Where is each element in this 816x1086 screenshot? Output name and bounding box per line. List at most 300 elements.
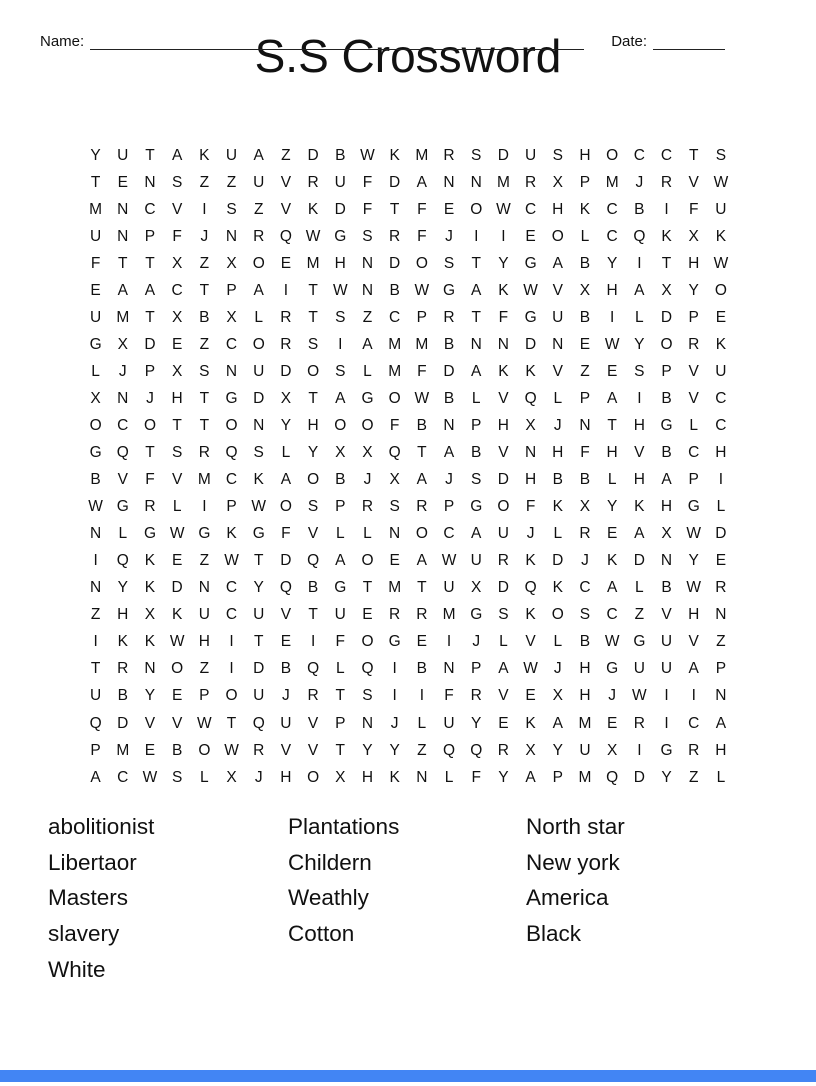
- grid-letter: M: [415, 146, 429, 164]
- grid-letter: U: [443, 579, 455, 597]
- grid-letter: N: [144, 660, 156, 678]
- grid-letter: N: [715, 606, 727, 624]
- grid-letter: Q: [279, 227, 292, 245]
- grid-letter: D: [633, 768, 645, 786]
- grid-letter: J: [445, 471, 453, 489]
- grid-letter: L: [335, 660, 345, 678]
- grid-letter: U: [497, 525, 509, 543]
- page-title: S.S Crossword: [254, 30, 562, 82]
- grid-letter: R: [688, 741, 700, 759]
- grid-letter: N: [579, 416, 591, 434]
- grid-letter: K: [525, 606, 536, 624]
- grid-letter: R: [280, 335, 292, 353]
- grid-letter: Q: [307, 660, 320, 678]
- grid-letter: C: [715, 416, 727, 434]
- grid-letter: T: [90, 660, 101, 678]
- grid-letter: I: [664, 200, 669, 218]
- grid-letter: S: [498, 606, 509, 624]
- grid-letter: W: [414, 389, 430, 407]
- grid-letter: H: [715, 444, 727, 462]
- grid-letter: N: [497, 335, 509, 353]
- word-list-item: America: [526, 885, 609, 911]
- grid-letter: A: [416, 173, 428, 191]
- grid-letter: G: [606, 660, 619, 678]
- grid-letter: M: [197, 471, 211, 489]
- grid-letter: N: [225, 362, 238, 380]
- grid-letter: V: [688, 633, 699, 651]
- grid-letter: O: [307, 471, 320, 489]
- grid-letter: X: [552, 173, 563, 191]
- grid-letter: I: [718, 471, 724, 489]
- grid-letter: C: [660, 146, 673, 164]
- grid-letter: X: [171, 308, 183, 326]
- grid-letter: E: [171, 687, 183, 705]
- grid-letter: T: [308, 281, 318, 299]
- grid-letter: S: [362, 687, 373, 705]
- grid-letter: W: [713, 254, 729, 272]
- grid-letter: Z: [199, 254, 210, 272]
- grid-letter: Y: [688, 552, 699, 570]
- grid-letter: P: [688, 471, 699, 489]
- word-list-item: New york: [526, 849, 620, 875]
- grid-letter: E: [117, 173, 128, 191]
- grid-letter: B: [443, 335, 455, 353]
- grid-letter: Q: [279, 579, 292, 597]
- grid-letter: V: [688, 389, 699, 407]
- grid-letter: I: [338, 335, 343, 353]
- grid-letter: A: [715, 714, 727, 732]
- grid-letter: U: [524, 146, 537, 164]
- word-list-item: Plantations: [288, 814, 400, 839]
- grid-letter: S: [199, 362, 210, 380]
- grid-letter: T: [90, 173, 101, 191]
- grid-letter: O: [606, 146, 619, 164]
- grid-letter: K: [389, 768, 400, 786]
- grid-letter: M: [388, 579, 402, 597]
- grid-letter: L: [444, 768, 454, 786]
- grid-letter: O: [660, 335, 673, 353]
- grid-letter: L: [716, 498, 726, 516]
- grid-letter: P: [443, 498, 455, 516]
- grid-letter: K: [661, 227, 672, 245]
- grid-letter: A: [552, 254, 563, 272]
- grid-letter: T: [471, 308, 481, 326]
- grid-letter: N: [361, 254, 374, 272]
- grid-letter: V: [552, 362, 563, 380]
- grid-letter: V: [280, 200, 292, 218]
- grid-letter: R: [416, 606, 428, 624]
- grid-letter: F: [525, 498, 536, 516]
- grid-letter: W: [523, 281, 538, 299]
- grid-letter: R: [253, 227, 265, 245]
- grid-letter: G: [443, 281, 456, 299]
- grid-letter: D: [334, 200, 346, 218]
- grid-letter: B: [634, 200, 645, 218]
- grid-letter: K: [117, 633, 128, 651]
- grid-letter: P: [471, 660, 482, 678]
- grid-letter: K: [552, 579, 563, 597]
- grid-letter: K: [579, 200, 591, 218]
- grid-letter: L: [363, 362, 372, 380]
- grid-letter: Q: [116, 444, 129, 462]
- grid-letter: T: [253, 633, 264, 651]
- grid-letter: Y: [661, 768, 672, 786]
- grid-letter: A: [335, 552, 346, 570]
- grid-letter: M: [605, 173, 619, 191]
- grid-letter: D: [497, 471, 509, 489]
- grid-letter: C: [633, 146, 645, 164]
- grid-letter: U: [715, 200, 727, 218]
- grid-letter: F: [145, 471, 155, 489]
- grid-letter: L: [335, 525, 345, 543]
- grid-letter: Q: [443, 741, 456, 759]
- grid-letter: D: [524, 335, 537, 353]
- grid-letter: L: [499, 633, 508, 651]
- grid-letter: G: [89, 335, 102, 353]
- grid-letter: C: [225, 335, 238, 353]
- grid-letter: A: [471, 362, 482, 380]
- grid-letter: N: [117, 227, 129, 245]
- grid-letter: R: [524, 173, 537, 191]
- grid-letter: T: [688, 146, 699, 164]
- grid-letter: D: [280, 552, 292, 570]
- grid-letter: K: [144, 552, 156, 570]
- grid-letter: K: [199, 146, 210, 164]
- grid-letter: A: [117, 281, 128, 299]
- grid-letter: D: [633, 552, 645, 570]
- grid-letter: W: [686, 525, 702, 543]
- grid-letter: J: [254, 768, 263, 786]
- grid-letter: N: [416, 768, 428, 786]
- grid-letter: C: [688, 714, 700, 732]
- grid-letter: S: [471, 471, 482, 489]
- grid-letter: A: [90, 768, 101, 786]
- grid-letter: D: [552, 552, 564, 570]
- grid-letter: I: [283, 281, 289, 299]
- grid-letter: L: [118, 525, 128, 543]
- grid-letter: I: [474, 227, 479, 245]
- grid-letter: U: [334, 173, 346, 191]
- grid-letter: S: [552, 146, 563, 164]
- grid-letter: O: [198, 741, 211, 759]
- grid-letter: Z: [199, 552, 210, 570]
- grid-letter: J: [200, 227, 209, 245]
- grid-letter: P: [661, 362, 672, 380]
- grid-letter: G: [388, 633, 401, 651]
- grid-letter: L: [553, 525, 563, 543]
- grid-letter: T: [335, 741, 346, 759]
- grid-letter: W: [88, 498, 103, 516]
- word-list-item: Childern: [288, 849, 372, 875]
- grid-letter: S: [335, 308, 346, 326]
- grid-letter: C: [524, 200, 537, 218]
- grid-letter: W: [441, 552, 457, 570]
- grid-letter: F: [688, 200, 699, 218]
- grid-letter: T: [607, 416, 617, 434]
- grid-letter: B: [389, 281, 400, 299]
- grid-letter: Q: [116, 552, 129, 570]
- grid-letter: P: [335, 498, 346, 516]
- grid-letter: D: [660, 308, 673, 326]
- word-list: [48, 809, 746, 988]
- grid-letter: D: [497, 146, 509, 164]
- word-column-2: [288, 809, 526, 952]
- grid-letter: S: [171, 173, 183, 191]
- grid-letter: F: [444, 687, 454, 705]
- grid-letter: Y: [117, 579, 128, 597]
- grid-letter: E: [498, 714, 509, 732]
- grid-letter: B: [579, 471, 591, 489]
- grid-letter: B: [579, 308, 591, 326]
- grid-letter: B: [552, 471, 563, 489]
- grid-letter: U: [633, 660, 645, 678]
- grid-letter: O: [361, 552, 374, 570]
- grid-letter: G: [116, 498, 129, 516]
- grid-letter: K: [715, 335, 727, 353]
- grid-letter: P: [226, 498, 237, 516]
- grid-letter: V: [307, 714, 319, 732]
- grid-letter: B: [199, 308, 210, 326]
- grid-letter: E: [715, 552, 727, 570]
- grid-letter: R: [660, 173, 673, 191]
- grid-letter: N: [715, 687, 727, 705]
- grid-letter: E: [144, 741, 156, 759]
- grid-letter: Y: [634, 335, 645, 353]
- grid-letter: J: [390, 714, 399, 732]
- grid-letter: O: [497, 498, 510, 516]
- grid-letter: E: [606, 714, 618, 732]
- grid-letter: G: [633, 633, 646, 651]
- grid-letter: G: [524, 254, 537, 272]
- date-fill-line: [653, 34, 725, 50]
- grid-letter: V: [688, 173, 699, 191]
- grid-letter: R: [253, 741, 265, 759]
- grid-letter: W: [169, 633, 185, 651]
- grid-letter: C: [225, 606, 238, 624]
- grid-letter: L: [254, 308, 264, 326]
- grid-letter: K: [552, 498, 563, 516]
- grid-letter: N: [198, 579, 210, 597]
- grid-letter: X: [226, 254, 237, 272]
- grid-letter: R: [389, 227, 401, 245]
- grid-letter: O: [307, 362, 320, 380]
- grid-letter: U: [660, 633, 673, 651]
- grid-letter: U: [225, 146, 238, 164]
- grid-letter: W: [197, 714, 212, 732]
- grid-letter: E: [443, 200, 455, 218]
- grid-letter: Y: [253, 579, 264, 597]
- grid-letter: A: [253, 146, 264, 164]
- header-row: [40, 31, 776, 50]
- grid-letter: N: [443, 173, 455, 191]
- grid-letter: V: [171, 714, 183, 732]
- grid-letter: U: [253, 606, 265, 624]
- grid-letter: Q: [633, 227, 646, 245]
- grid-letter: U: [89, 308, 102, 326]
- grid-letter: N: [144, 173, 156, 191]
- grid-letter: J: [146, 389, 154, 407]
- grid-letter: V: [171, 200, 183, 218]
- grid-letter: F: [580, 444, 590, 462]
- grid-letter: N: [470, 335, 482, 353]
- word-list-item: North star: [526, 814, 625, 839]
- grid-letter: A: [634, 281, 645, 299]
- grid-letter: L: [635, 308, 644, 326]
- grid-letter: V: [688, 362, 699, 380]
- grid-letter: B: [117, 687, 128, 705]
- grid-letter: Y: [389, 741, 400, 759]
- grid-letter: C: [688, 444, 700, 462]
- grid-letter: H: [688, 254, 700, 272]
- grid-letter: T: [335, 687, 346, 705]
- grid-letter: O: [415, 254, 428, 272]
- grid-letter: I: [202, 498, 207, 516]
- grid-letter: A: [552, 714, 563, 732]
- grid-letter: N: [225, 227, 238, 245]
- grid-letter: F: [90, 254, 101, 272]
- grid-letter: S: [443, 254, 455, 272]
- grid-letter: R: [416, 498, 428, 516]
- grid-letter: C: [579, 579, 591, 597]
- grid-letter: M: [442, 606, 456, 624]
- grid-letter: B: [307, 579, 319, 597]
- grid-letter: T: [389, 200, 400, 218]
- grid-letter: A: [443, 444, 455, 462]
- grid-letter: E: [606, 362, 618, 380]
- grid-letter: B: [335, 146, 346, 164]
- grid-letter: Z: [417, 741, 427, 759]
- grid-letter: M: [306, 254, 320, 272]
- grid-letter: X: [525, 416, 536, 434]
- grid-letter: N: [89, 579, 102, 597]
- letter-grid: [82, 142, 735, 791]
- grid-letter: H: [552, 200, 564, 218]
- grid-letter: E: [280, 254, 292, 272]
- grid-letter: P: [416, 308, 428, 326]
- grid-letter: H: [688, 606, 700, 624]
- grid-letter: R: [715, 579, 727, 597]
- grid-letter: D: [389, 173, 401, 191]
- grid-letter: T: [226, 714, 237, 732]
- grid-letter: R: [307, 687, 319, 705]
- grid-letter: A: [416, 471, 428, 489]
- grid-letter: E: [715, 308, 727, 326]
- grid-letter: O: [225, 416, 238, 434]
- grid-letter: V: [634, 444, 645, 462]
- grid-letter: V: [525, 633, 536, 651]
- grid-letter: S: [253, 444, 264, 462]
- grid-letter: B: [661, 579, 672, 597]
- grid-letter: M: [89, 200, 103, 218]
- grid-letter: Z: [253, 200, 264, 218]
- grid-letter: N: [660, 552, 673, 570]
- grid-letter: U: [280, 714, 292, 732]
- grid-letter: A: [471, 281, 482, 299]
- grid-letter: R: [198, 444, 210, 462]
- grid-letter: W: [496, 200, 511, 218]
- grid-letter: V: [307, 525, 319, 543]
- grid-letter: E: [579, 335, 591, 353]
- bottom-accent-bar: [0, 1070, 816, 1082]
- grid-letter: U: [470, 552, 482, 570]
- grid-letter: S: [715, 146, 727, 164]
- grid-letter: T: [661, 254, 672, 272]
- grid-letter: H: [579, 687, 591, 705]
- grid-letter: X: [688, 227, 699, 245]
- grid-letter: I: [229, 633, 234, 651]
- grid-letter: Z: [226, 173, 237, 191]
- grid-letter: T: [145, 146, 155, 164]
- grid-letter: Y: [307, 444, 319, 462]
- grid-letter: K: [498, 362, 509, 380]
- grid-letter: R: [688, 335, 700, 353]
- grid-letter: D: [497, 579, 509, 597]
- grid-letter: X: [471, 579, 482, 597]
- grid-letter: O: [415, 525, 428, 543]
- grid-letter: L: [689, 416, 699, 434]
- grid-letter: H: [280, 768, 292, 786]
- word-list-item: Masters: [48, 885, 129, 911]
- grid-letter: L: [363, 525, 372, 543]
- grid-letter: W: [523, 660, 538, 678]
- worksheet-page: [0, 30, 816, 1086]
- grid-letter: I: [664, 714, 669, 732]
- grid-letter: R: [117, 660, 129, 678]
- grid-letter: P: [199, 687, 210, 705]
- grid-letter: G: [225, 389, 238, 407]
- grid-letter: R: [470, 687, 482, 705]
- grid-letter: D: [171, 579, 183, 597]
- grid-letter: X: [606, 741, 618, 759]
- grid-letter: Y: [606, 498, 618, 516]
- grid-letter: J: [118, 362, 127, 380]
- grid-letter: U: [660, 660, 673, 678]
- grid-letter: R: [307, 173, 319, 191]
- grid-letter: A: [144, 281, 156, 299]
- grid-letter: I: [229, 660, 234, 678]
- grid-letter: W: [224, 552, 239, 570]
- grid-letter: I: [610, 308, 615, 326]
- grid-letter: Y: [606, 254, 618, 272]
- grid-letter: J: [445, 227, 453, 245]
- grid-letter: W: [604, 633, 620, 651]
- grid-letter: N: [524, 444, 537, 462]
- grid-letter: U: [334, 606, 346, 624]
- grid-letter: D: [443, 362, 455, 380]
- grid-letter: D: [307, 146, 319, 164]
- grid-letter: X: [226, 308, 237, 326]
- grid-letter: C: [144, 200, 156, 218]
- grid-letter: P: [90, 741, 101, 759]
- grid-letter: H: [361, 768, 374, 786]
- grid-letter: P: [688, 308, 699, 326]
- grid-letter: I: [392, 687, 397, 705]
- grid-letter: G: [143, 525, 156, 543]
- grid-letter: Q: [89, 714, 102, 732]
- grid-letter: E: [416, 633, 428, 651]
- grid-letter: F: [389, 416, 400, 434]
- grid-letter: N: [443, 416, 455, 434]
- grid-letter: S: [307, 335, 319, 353]
- grid-letter: F: [281, 525, 291, 543]
- grid-letter: K: [606, 552, 618, 570]
- grid-letter: M: [415, 335, 429, 353]
- grid-letter: E: [171, 335, 183, 353]
- grid-letter: U: [89, 227, 102, 245]
- grid-letter: J: [553, 416, 562, 434]
- grid-letter: I: [691, 687, 696, 705]
- grid-letter: U: [198, 606, 210, 624]
